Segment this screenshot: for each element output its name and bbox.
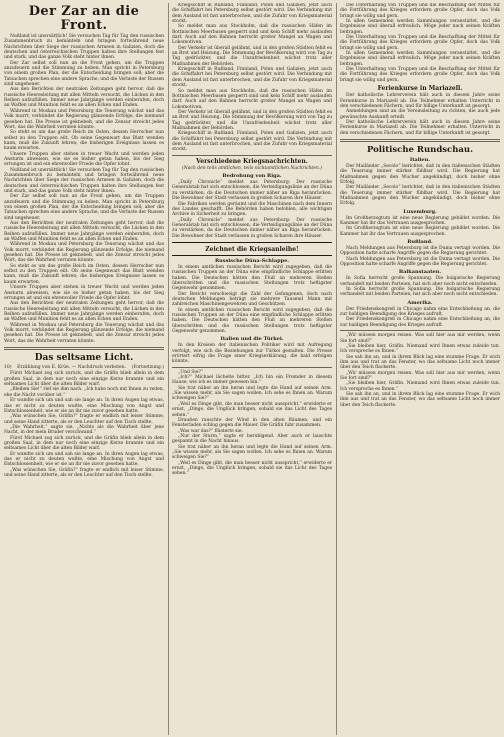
article-paragraph: Der Friedenskongreß in Chicago nahm eine Entschließung an, die zur baldigen Beendigung des Krieges aufruft.: [340, 306, 500, 318]
subhead-luxemburg: Luxemburg.: [403, 208, 437, 215]
article-paragraph: Nach Meldungen aus Petersburg ist die Duma vertagt worden. Die Opposition hatte scharfe Angriffe gegen die Regierung gerichtet.: [340, 246, 500, 257]
article-paragraph: Kriegsschiff in Rußland, Finnland, Polen und Galizien, jetzt auch die Schiffahrt bei Petersburg selbst gestört wird. Die Verbindung mit dem Ausland ist fast unterbrochen, und die Zufuhr von Kriegsmaterial stockt.: [172, 3, 332, 25]
section-divider: [172, 155, 332, 156]
story-paragraph: Draußen rauschte der Wind in den alten Bäumen, und ein Fensterladen schlug gegen die Mauer. Die Gräfin fuhr zusammen.: [172, 417, 332, 429]
serial-number: 10): [4, 364, 12, 370]
story-paragraph: „Die Wahrheit,“ sagte sie. „Nichts als die Wahrheit über jene Nacht, in der mein Bruder verschwand.“: [4, 424, 164, 436]
story-paragraph: „Was wünschen Sie, Gräfin?“ fragte er endlich mit leiser Stimme, und seine Hand zitterte, als er den Leuchter auf den Tisch stellte.: [4, 467, 164, 478]
story-paragraph: Sie trat näher an ihn heran und legte die Hand auf seinen Arm. „Sie wissen mehr, als Sie sagen wollen. Ich sehe es Ihnen an. Warum schweigen Sie?“: [172, 444, 332, 461]
headline-seltsame-licht: Das seltsame Licht.: [34, 352, 134, 363]
article-paragraph: In einem amtlichen russischen Bericht wird zugegeben, daß die russischen Truppen an der Düna eine empfindliche Schlappe erlitten haben. Die Deutschen hätten den Fluß an mehreren Stellen überschritten und die russischen Stellungen trotz heftigster Gegenwehr genommen.: [172, 307, 332, 335]
story-paragraph: Er wandte sich um und sah sie lange an. In ihren Augen lag etwas, das er nicht zu deuten wußte, eine Mischung von Angst und Entschlossenheit, wie er sie an ihr nie zuvor gesehen hatte.: [4, 398, 164, 414]
section-divider: [340, 139, 500, 142]
article-paragraph: Der Verkehr ist überall gelähmt, und in den großen Städten fehlt es an Brot und Heizung. Die Stimmung der Bevölkerung wird von Tag zu Tag gedrückter, und die Unzufriedenheit wächst trotz aller Maßnahmen der Behörden.: [172, 109, 332, 131]
article-paragraph: Während in Moskau und Petersburg die Teuerung wächst und das Volk murrt, verkündet die Regierung glänzende Erfolge, die niemand gesehen hat. Die Presse ist geknebelt, und die Zensur streicht jedes Wort, das die Wahrheit verraten könnte.: [4, 322, 164, 344]
subhead-russland: Rußland.: [407, 239, 433, 246]
article-paragraph: Die Unterhaltung von Truppen und die Beschaffung der Mittel für die Fortführung des Krieges erfordern große Opfer, doch das Volk bringt sie willig und gern.: [340, 3, 500, 19]
story-paragraph: „Was war das?“ flüsterte sie.: [178, 428, 243, 434]
article-paragraph: Anmeldungen sind an die Vereinsleitung zu richten, die auch jede gewünschte Auskunft erteilt.: [340, 109, 500, 120]
article-paragraph: Der katholische Lehrerverein hält auch in diesem Jahre seine Ferienkurse in Mariazell ab. Die Teilnehmer erhalten Unterricht in den verschiedenen Fächern, und für billige Unterkunft ist gesorgt.: [340, 93, 500, 109]
subhead-riga: Bedrohung von Riga.: [222, 173, 282, 180]
article-paragraph: Im Großherzogtum ist eine neue Regierung gebildet worden. Die Kammer hat ihr das Vertrauen ausgesprochen.: [340, 215, 500, 226]
article-paragraph: „Daily Chronicle“ meldet aus Petersburg: Der russische Generalstab hat sich entschlossen, die Verteidigungslinie an der Düna zu verstärken, da die Deutschen immer näher an Riga heranrücken. Die Bewohner der Stadt verlassen in großen Scharen ihre Häuser.: [172, 180, 332, 202]
kriegsanleihe-banner: [172, 242, 332, 256]
article-paragraph: In allen Gemeinden werden Sammlungen veranstaltet, und die Ergebnisse sind überall erfreulich. Möge jeder nach seinen Kräften beitragen.: [340, 19, 500, 35]
article-paragraph: In den Kreisen der italienischen Politiker wird mit Aufregung verfolgt, wie sich die Beziehungen zur Türkei gestalten. Die Presse erörtert eifrig die Frage einer Kriegserklärung, die bald erfolgen könnte.: [172, 343, 332, 365]
story-paragraph: Sie sah ihn an, und in ihrem Blick lag eine stumme Frage. Er wich ihm aus und trat an das Fenster, wo das seltsame Licht noch immer über den Teich flackerte.: [340, 354, 500, 371]
article-paragraph: Nußland ist unersättlich! Sie versuchen Tag für Tag den russischen Zusammenbruch zu bemänteln und bringen fortwährend neue Nachrichten über Siege der russischen Armeen in Galizien, doch die deutschen und österreichischen Truppen halten ihre Stellungen fest und stark, und das ganze Volk steht hinter ihnen.: [4, 34, 164, 61]
article-paragraph: Aus den Berichten der neutralen Zeitungen geht hervor, daß die russische Heeresleitung mit allen Mitteln versucht, die Lücken in den Reihen aufzufüllen. Immer neue Jahrgänge werden einberufen, doch an Waffen und Munition fehlt es an allen Ecken und Enden.: [4, 301, 164, 323]
story-paragraph: „Sie bleiben hier, Gräfin. Niemand wird Ihnen etwas zuleide tun. Ich verspreche es Ihnen.“: [340, 343, 500, 355]
article-paragraph: So meldet man aus Stockholm, daß die russischen Häfen im Bottnischen Meerbusen gesperrt sind und kein Schiff mehr auslaufen darf. Auch auf den Bahnen herrscht großer Mangel an Wagen und Lokomotiven.: [172, 24, 332, 46]
serial-info: [4, 365, 164, 371]
article-paragraph: Der Zar selbst soll nun an die Front gehen, um die Truppen anzufeuern und die Stimmung zu heben. Man spricht in Petersburg von einem großen Plan, der die Entscheidung bringen soll; aber die Tatsachen sprechen eine andere Sprache, und die Verluste der Russen sind ungeheuer.: [4, 60, 164, 88]
article-paragraph: Die Unterhaltung von Truppen und die Beschaffung der Mittel für die Fortführung des Krieges erfordern große Opfer, doch das Volk bringt sie willig und gern.: [340, 35, 500, 51]
article-paragraph: In allen Gemeinden werden Sammlungen veranstaltet, und die Ergebnisse sind überall erfreulich. Möge jeder nach seinen Kräften beitragen.: [340, 51, 500, 67]
headline-ferienkurse: Ferienkurse in Mariazell.: [377, 85, 463, 93]
story-paragraph: „Ich?“ Michael lächelte bitter. „Ich bin ein Fremder in diesem Hause, wie ich es immer gewesen bin.“: [172, 375, 332, 386]
article-paragraph: In Sofia herrscht große Spannung. Die bulgarische Regierung verhandelt mit beiden Parteien, hat sich aber noch nicht entschieden.: [340, 276, 500, 287]
story-paragraph: Fürst Michael zog sich zurück, und die Gräfin blieb allein in dem großen Saal, in dem nur noch eine einzige Kerze brannte und ein seltsames Licht über die alten Bilder warf.: [4, 435, 164, 452]
subhead-amerika: Amerika.: [407, 299, 433, 306]
story-paragraph: „Nur der Sturm,“ sagte er beruhigend. Aber auch er lauschte gespannt in die Nacht hinaus.: [172, 433, 332, 445]
article-paragraph: Die Fabriken werden geräumt und die Maschinen nach dem Innern des Landes geschafft. Die Behörden haben befohlen, alle wichtigen Archive in Sicherheit zu bringen.: [172, 201, 332, 218]
article-paragraph: Der Zar selbst soll nun an die Front gehen, um die Truppen anzufeuern und die Stimmung zu heben. Man spricht in Petersburg von einem großen Plan, der die Entscheidung bringen soll; aber die Tatsachen sprechen eine andere Sprache, und die Verluste der Russen sind ungeheuer.: [4, 194, 164, 221]
headline-kriegsanleihe: Zeichnet die Kriegsanleihe!: [205, 245, 299, 253]
story-paragraph: „Wir müssen morgen reisen. Was soll hier aus mir werden, wenn Sie fort sind?“: [340, 370, 500, 381]
column-middle: [168, 3, 332, 735]
column-left: [4, 3, 164, 735]
story-paragraph: „Was wünschen Sie, Gräfin?“ fragte er endlich mit leiser Stimme, und seine Hand zitterte, als er den Leuchter auf den Tisch stellte.: [4, 414, 164, 425]
story-paragraph: Sie sah ihn an, und in ihrem Blick lag eine stumme Frage. Er wich ihm aus und trat an das Fenster, wo das seltsame Licht noch immer über den Teich flackerte.: [340, 391, 500, 408]
article-paragraph: So meldet man aus Stockholm, daß die russischen Häfen im Bottnischen Meerbusen gesperrt sind und kein Schiff mehr auslaufen darf. Auch auf den Bahnen herrscht großer Mangel an Wagen und Lokomotiven.: [172, 88, 332, 110]
story-paragraph: Er wandte sich um und sah sie lange an. In ihren Augen lag etwas, das er nicht zu deuten wußte, eine Mischung von Angst und Entschlossenheit, wie er sie an ihr nie zuvor gesehen hatte.: [4, 451, 164, 468]
headline-zar-front: Der Zar an die Front.: [28, 4, 140, 33]
article-paragraph: Unsere Truppen aber stehen in treuer Wacht und werden jeden Ansturm abweisen, wie sie es bisher getan haben, bis der Sieg errungen ist und ein ehrenvoller Friede die Opfer lohnt.: [4, 285, 164, 301]
article-paragraph: Nach Meldungen aus Petersburg ist die Duma vertagt worden. Die Opposition hatte scharfe Angriffe gegen die Regierung gerichtet.: [340, 256, 500, 268]
story-paragraph: „Weil es Dinge gibt, die man besser nicht ausspricht,“ erwiderte er ernst, „Dinge, die Unglück bringen, sobald sie das Licht des Tages sehen.“: [172, 460, 332, 477]
article-paragraph: Der Mailänder „Secolo“ berichtet, daß in den italienischen Städten die Teuerung immer stärker fühlbar wird. Die Regierung hat Maßnahmen gegen den Wucher angekündigt, doch bisher ohne Erfolg.: [340, 163, 500, 185]
article-paragraph: Der Verkehr ist überall gelähmt, und in den großen Städten fehlt es an Brot und Heizung. Die Stimmung der Bevölkerung wird von Tag zu Tag gedrückter, und die Unzufriedenheit wächst trotz aller Maßnahmen der Behörden.: [172, 45, 332, 67]
section-divider: [340, 330, 500, 331]
article-paragraph: Kriegsschiff in Rußland, Finnland, Polen und Galizien, jetzt auch die Schiffahrt bei Petersburg selbst gestört wird. Die Verbindung mit dem Ausland ist fast unterbrochen, und die Zufuhr von Kriegsmaterial stockt.: [172, 131, 332, 153]
subhead-italien: Italien.: [409, 156, 431, 163]
headline-politische-rundschau: Politische Rundschau.: [366, 144, 474, 155]
article-paragraph: Im Großherzogtum ist eine neue Regierung gebildet worden. Die Kammer hat ihr das Vertrauen ausgesprochen.: [340, 226, 500, 237]
article-paragraph: So steht es um das große Reich im Osten, dessen Herrscher nun selbst zu den Truppen eilt. Ob seine Gegenwart das Blatt wenden kann, muß die Zukunft lehren; die bisherigen Ereignisse lassen es kaum erwarten.: [4, 263, 164, 285]
article-paragraph: Der katholische Lehrerverein hält auch in diesem Jahre seine Ferienkurse in Mariazell ab. Die Teilnehmer erhalten Unterricht in den verschiedenen Fächern, und für billige Unterkunft ist gesorgt.: [340, 119, 500, 136]
article-paragraph: In einem amtlichen russischen Bericht wird zugegeben, daß die russischen Truppen an der Düna eine empfindliche Schlappe erlitten haben. Die Deutschen hätten den Fluß an mehreren Stellen überschritten und die russischen Stellungen trotz heftigster Gegenwehr genommen.: [172, 264, 332, 292]
article-paragraph: „Daily Chronicle“ meldet aus Petersburg: Der russische Generalstab hat sich entschlossen, die Verteidigungslinie an der Düna zu verstärken, da die Deutschen immer näher an Riga heranrücken. Die Bewohner der Stadt verlassen in großen Scharen ihre Häuser.: [172, 217, 332, 239]
story-paragraph: Fürst Michael zog sich zurück, und die Gräfin blieb allein in dem großen Saal, in dem nur noch eine einzige Kerze brannte und ein seltsames Licht über die alten Bilder warf.: [4, 371, 164, 388]
story-paragraph: „Sie bleiben hier, Gräfin. Niemand wird Ihnen etwas zuleide tun. Ich verspreche es Ihnen.“: [340, 381, 500, 392]
section-divider: [4, 347, 164, 350]
article-paragraph: Nußland ist unersättlich! Sie versuchen Tag für Tag den russischen Zusammenbruch zu bemänteln und bringen fortwährend neue Nachrichten über Siege der russischen Armeen in Galizien, doch die deutschen und österreichischen Truppen halten ihre Stellungen fest und stark, und das ganze Volk steht hinter ihnen.: [4, 167, 164, 194]
serial-continuation: (Fortsetzung.): [131, 364, 164, 370]
article-paragraph: Während in Moskau und Petersburg die Teuerung wächst und das Volk murrt, verkündet die Regierung glänzende Erfolge, die niemand gesehen hat. Die Presse ist geknebelt, und die Zensur streicht jedes Wort, das die Wahrheit verraten könnte.: [4, 242, 164, 264]
article-paragraph: Der Friedenskongreß in Chicago nahm eine Entschließung an, die zur baldigen Beendigung des Krieges aufruft.: [340, 317, 500, 328]
subhead-balkanstaaten: Balkanstaaten.: [398, 269, 442, 276]
article-paragraph: Kriegsschiff in Rußland, Finnland, Polen und Galizien, jetzt auch die Schiffahrt bei Petersburg selbst gestört wird. Die Verbindung mit dem Ausland ist fast unterbrochen, und die Zufuhr von Kriegsmaterial stockt.: [172, 67, 332, 89]
serial-author: Erzählung von E. Krüe. — Nachdruck verboten.: [17, 364, 127, 370]
story-paragraph: „Und Sie?“: [178, 369, 203, 375]
article-paragraph: Der Bericht verschweigt die Zahl der Gefangenen, doch nach deutschen Meldungen beträgt sie mehrere Tausend Mann mit zahlreichen Maschinengewehren und Geschützen.: [172, 291, 332, 308]
article-paragraph: Aus den Berichten der neutralen Zeitungen geht hervor, daß die russische Heeresleitung mit allen Mitteln versucht, die Lücken in den Reihen aufzufüllen. Immer neue Jahrgänge werden einberufen, doch an Waffen und Munition fehlt es an allen Ecken und Enden.: [4, 221, 164, 243]
story-paragraph: „Weil es Dinge gibt, die man besser nicht ausspricht,“ erwiderte er ernst, „Dinge, die Unglück bringen, sobald sie das Licht des Tages sehen.“: [172, 401, 332, 418]
article-paragraph: Während in Moskau und Petersburg die Teuerung wächst und das Volk murrt, verkündet die Regierung glänzende Erfolge, die niemand gesehen hat. Die Presse ist geknebelt, und die Zensur streicht jedes Wort, das die Wahrheit verraten könnte.: [4, 108, 164, 130]
subhead-duna: Russische Düna-Schlappe.: [214, 257, 289, 264]
section-divider: [172, 367, 332, 368]
headline-kriegsnachrichten: Verschiedene Kriegsnachrichten.: [196, 157, 308, 165]
article-paragraph: Aus den Berichten der neutralen Zeitungen geht hervor, daß die russische Heeresleitung mit allen Mitteln versucht, die Lücken in den Reihen aufzufüllen. Immer neue Jahrgänge werden einberufen, doch an Waffen und Munition fehlt es an allen Ecken und Enden.: [4, 87, 164, 109]
kriegsnachrichten-subtitle: (Nach den teils amtlichen, teils nichtamtlichen Nachrichten.): [182, 165, 322, 171]
article-paragraph: Die Unterhaltung von Truppen und die Beschaffung der Mittel für die Fortführung des Krieges erfordern große Opfer, doch das Volk bringt sie willig und gern.: [340, 67, 500, 83]
column-right: [336, 3, 500, 735]
article-paragraph: Der Mailänder „Secolo“ berichtet, daß in den italienischen Städten die Teuerung immer stärker fühlbar wird. Die Regierung hat Maßnahmen gegen den Wucher angekündigt, doch bisher ohne Erfolg.: [340, 185, 500, 207]
story-paragraph: „Bleiben Sie!“ rief sie ihm nach. „Ich habe noch mit Ihnen zu reden, ehe die Nacht vorüber ist.“: [4, 387, 164, 398]
subhead-italien-tuerkei: Italien und die Türkei.: [220, 336, 284, 343]
story-paragraph: „Wir müssen morgen reisen. Was soll hier aus mir werden, wenn Sie fort sind?“: [340, 333, 500, 344]
article-paragraph: In Sofia herrscht große Spannung. Die bulgarische Regierung verhandelt mit beiden Parteien, hat sich aber noch nicht entschieden.: [340, 287, 500, 298]
article-paragraph: So steht es um das große Reich im Osten, dessen Herrscher nun selbst zu den Truppen eilt. Ob seine Gegenwart das Blatt wenden kann, muß die Zukunft lehren; die bisherigen Ereignisse lassen es kaum erwarten.: [4, 130, 164, 152]
article-paragraph: Unsere Truppen aber stehen in treuer Wacht und werden jeden Ansturm abweisen, wie sie es bisher getan haben, bis der Sieg errungen ist und ein ehrenvoller Friede die Opfer lohnt.: [4, 151, 164, 168]
story-paragraph: Sie trat näher an ihn heran und legte die Hand auf seinen Arm. „Sie wissen mehr, als Sie sagen wollen. Ich sehe es Ihnen an. Warum schweigen Sie?“: [172, 385, 332, 402]
